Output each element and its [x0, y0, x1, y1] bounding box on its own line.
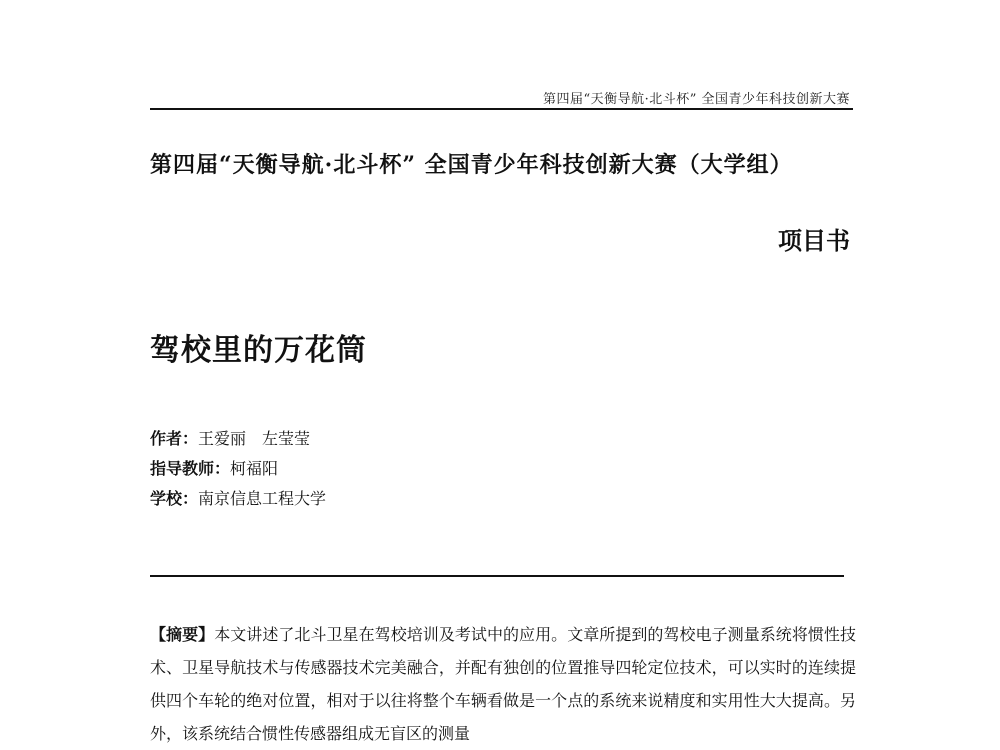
document-type: 项目书	[778, 226, 850, 255]
school-label: 学校：	[150, 489, 199, 508]
competition-title: 第四届“天衡导航·北斗杯” 全国青少年科技创新大赛（大学组）	[150, 152, 793, 178]
author-info	[150, 424, 326, 514]
school-line	[150, 484, 326, 514]
abstract-text: 本文讲述了北斗卫星在驾校培训及考试中的应用。文章所提到的驾校电子测量系统将惯性技术、卫星导航技术与传感器技术完美融合，并配有独创的位置推导四轮定位技术，可以实时的连续提供四个车轮的绝对位置，相对于以往将整个车辆看做是一个点的系统来说精度和实用性大大提高。另外，该系统结合惯性传感器组成无盲区的测量	[150, 625, 856, 743]
header-rule	[150, 108, 853, 110]
authors-label: 作者：	[150, 429, 199, 448]
project-title: 驾校里的万花筒	[150, 333, 367, 368]
advisor-line	[150, 454, 326, 484]
authors-line	[150, 424, 326, 454]
authors-value: 王爱丽 左莹莹	[198, 429, 311, 448]
advisor-value: 柯福阳	[230, 459, 279, 478]
advisor-label: 指导教师：	[150, 459, 231, 478]
abstract-label: 【摘要】	[150, 625, 215, 644]
running-header: 第四届“天衡导航·北斗杯” 全国青少年科技创新大赛	[542, 92, 850, 107]
abstract	[150, 618, 856, 750]
school-value: 南京信息工程大学	[198, 489, 327, 508]
section-divider	[150, 575, 844, 577]
